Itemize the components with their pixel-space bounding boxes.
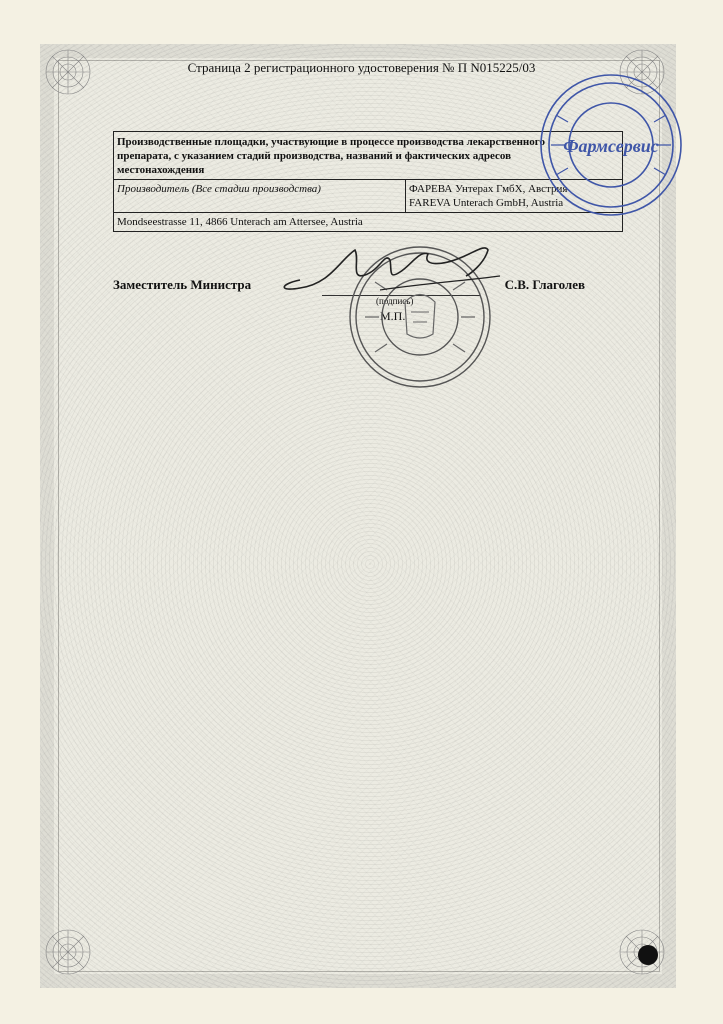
company-stamp-name: Фармсервис [563, 136, 659, 156]
seal-mark: М.П. [380, 309, 406, 323]
page-header: Страница 2 регистрационного удостоверения № П N015225/03 [187, 60, 536, 75]
punch-hole [638, 945, 658, 965]
signer-name: С.В. Глаголев [504, 277, 585, 292]
corner-rosette-bottom-left [38, 922, 98, 982]
company-name-en: FAREVA Unterach GmbH, Austria [409, 197, 564, 209]
address-cell: Mondseestrasse 11, 4866 Unterach am Attersee, Austria [114, 213, 623, 232]
signature-caption: (подпись) [376, 296, 414, 306]
manufacturer-role-cell: Производитель (Все стадии производства) [114, 180, 406, 213]
company-name-ru: ФАРЕВА Унтерах ГмбХ, Австрия [409, 183, 568, 195]
eagle-emblem-icon [405, 295, 435, 339]
company-stamp [536, 70, 686, 220]
handwritten-signature [270, 240, 510, 300]
table-title-cell: Производственные площадки, участвующие в процессе производства лекарственного препарата, с указанием стадий производства, названий и фактических адресов местонахождения [114, 132, 623, 180]
signer-position: Заместитель Министра [113, 277, 252, 292]
